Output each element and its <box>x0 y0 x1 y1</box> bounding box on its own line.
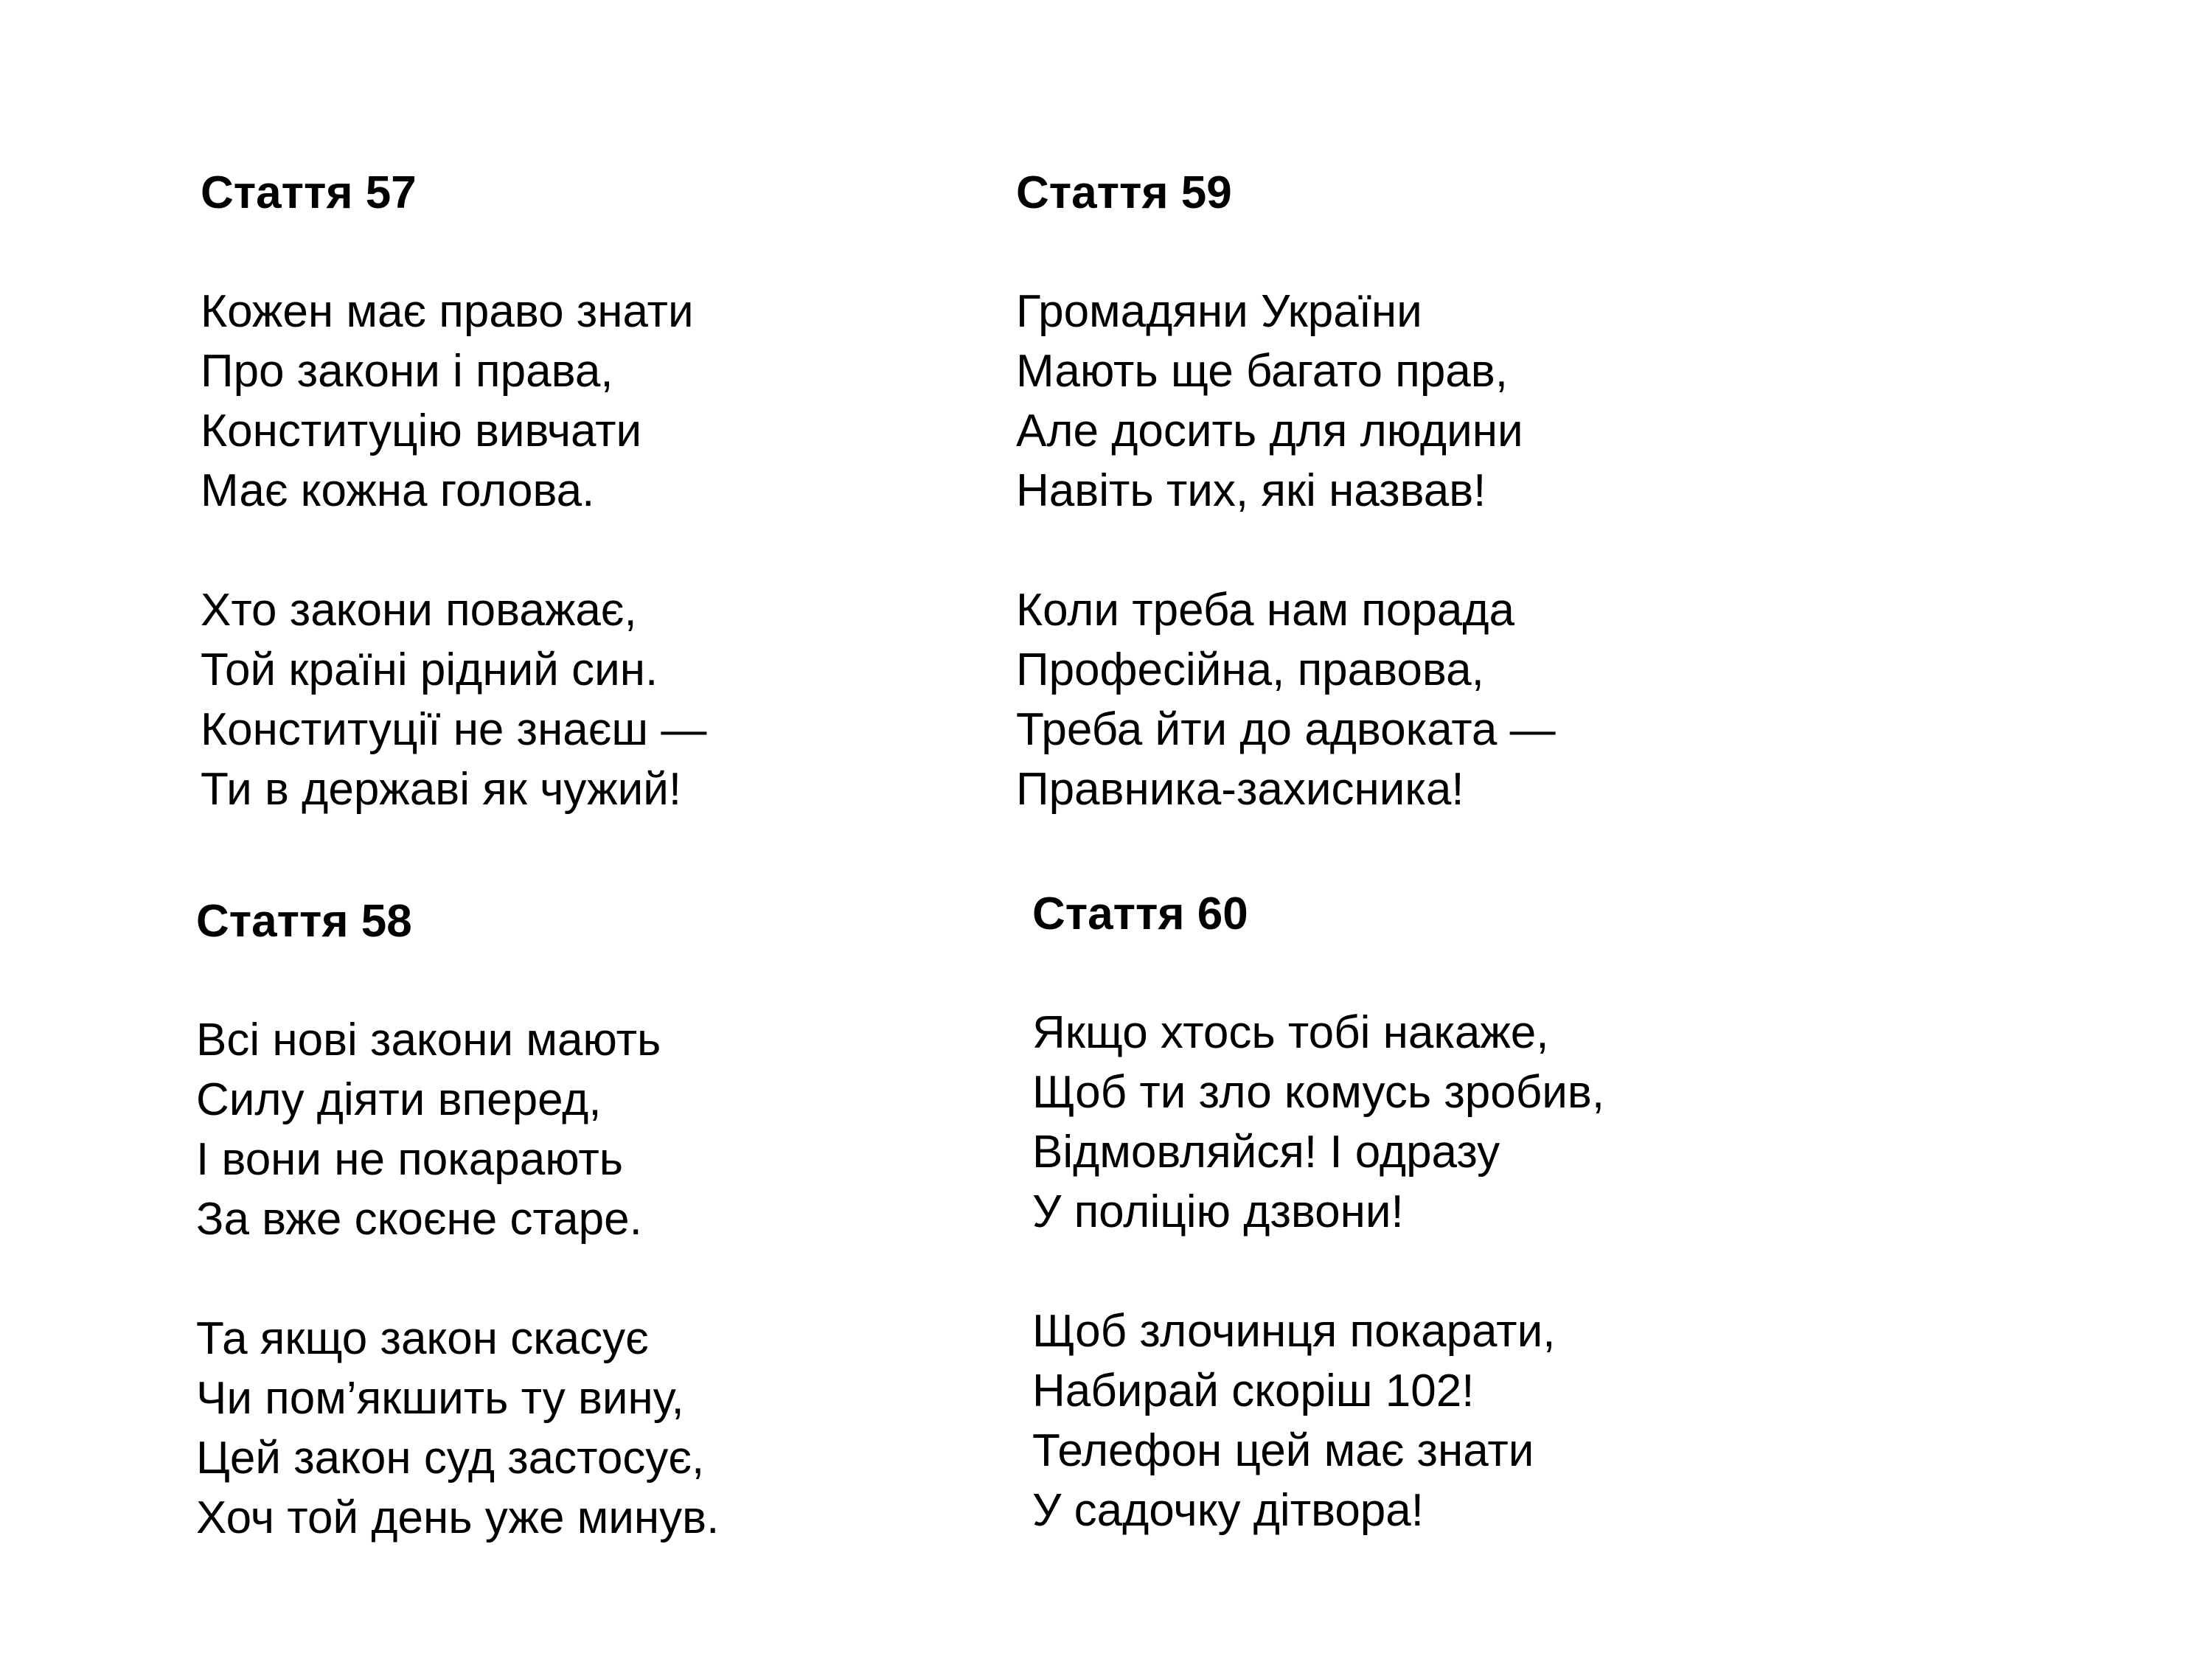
verse-line: Але досить для людини <box>1016 406 1523 456</box>
verse-line: Та якщо закон скасує <box>196 1313 649 1364</box>
verse-line: Ти в державі як чужий! <box>201 764 682 815</box>
article-60 <box>1032 885 1843 1540</box>
stanza <box>1032 1003 1843 1242</box>
verse-line: Телефон цей має знати <box>1032 1425 1534 1476</box>
verse-line: І вони не покарають <box>196 1134 624 1185</box>
verse-line: Якщо хтось тобі накаже, <box>1032 1007 1549 1058</box>
verse-line: Відмовляйся! І одразу <box>1032 1127 1500 1178</box>
article-title: Стаття 59 <box>1016 167 1232 218</box>
verse-line: У садочку дітвора! <box>1032 1485 1424 1536</box>
verse-line: Професійна, правова, <box>1016 644 1484 695</box>
verse-line: Той країні рідний син. <box>201 644 658 695</box>
article-58 <box>196 892 1007 1548</box>
verse-line: Мають ще багато прав, <box>1016 346 1508 397</box>
stanza <box>1016 580 1827 819</box>
stanza <box>196 1309 1007 1548</box>
verse-line: Силу діяти вперед, <box>196 1074 602 1125</box>
verse-line: Конституції не знаєш — <box>201 704 707 755</box>
verse-line: Щоб ти зло комусь зробив, <box>1032 1067 1605 1118</box>
verse-line: Треба йти до адвоката — <box>1016 704 1556 755</box>
verse-line: Набирай скоріш 102! <box>1032 1366 1475 1416</box>
stanza <box>1016 282 1827 521</box>
verse-line: Хоч той день уже минув. <box>196 1492 720 1543</box>
verse-line: Щоб злочинця покарати, <box>1032 1306 1556 1357</box>
stanza <box>201 282 1012 521</box>
verse-line: Кожен має право знати <box>201 286 694 337</box>
stanza <box>196 1010 1007 1249</box>
verse-line: Навіть тих, які назвав! <box>1016 465 1486 516</box>
verse-line: Має кожна голова. <box>201 465 595 516</box>
verse-line: Громадяни України <box>1016 286 1422 337</box>
article-57 <box>201 164 1012 819</box>
verse-line: Всі нові закони мають <box>196 1015 661 1065</box>
article-title: Стаття 58 <box>196 896 412 947</box>
verse-line: За вже скоєне старе. <box>196 1194 642 1245</box>
article-title: Стаття 60 <box>1032 888 1248 939</box>
verse-line: Правника-захисника! <box>1016 764 1464 815</box>
verse-line: Конституцію вивчати <box>201 406 642 456</box>
verse-line: Чи пом’якшить ту вину, <box>196 1373 684 1424</box>
article-title: Стаття 57 <box>201 167 417 218</box>
verse-line: Коли треба нам порада <box>1016 585 1514 636</box>
verse-line: Хто закони поважає, <box>201 585 637 636</box>
verse-line: Про закони і права, <box>201 346 613 397</box>
stanza <box>201 580 1012 819</box>
article-59 <box>1016 164 1827 819</box>
verse-line: Цей закон суд застосує, <box>196 1433 705 1484</box>
stanza <box>1032 1301 1843 1540</box>
verse-line: У поліцію дзвони! <box>1032 1186 1404 1237</box>
